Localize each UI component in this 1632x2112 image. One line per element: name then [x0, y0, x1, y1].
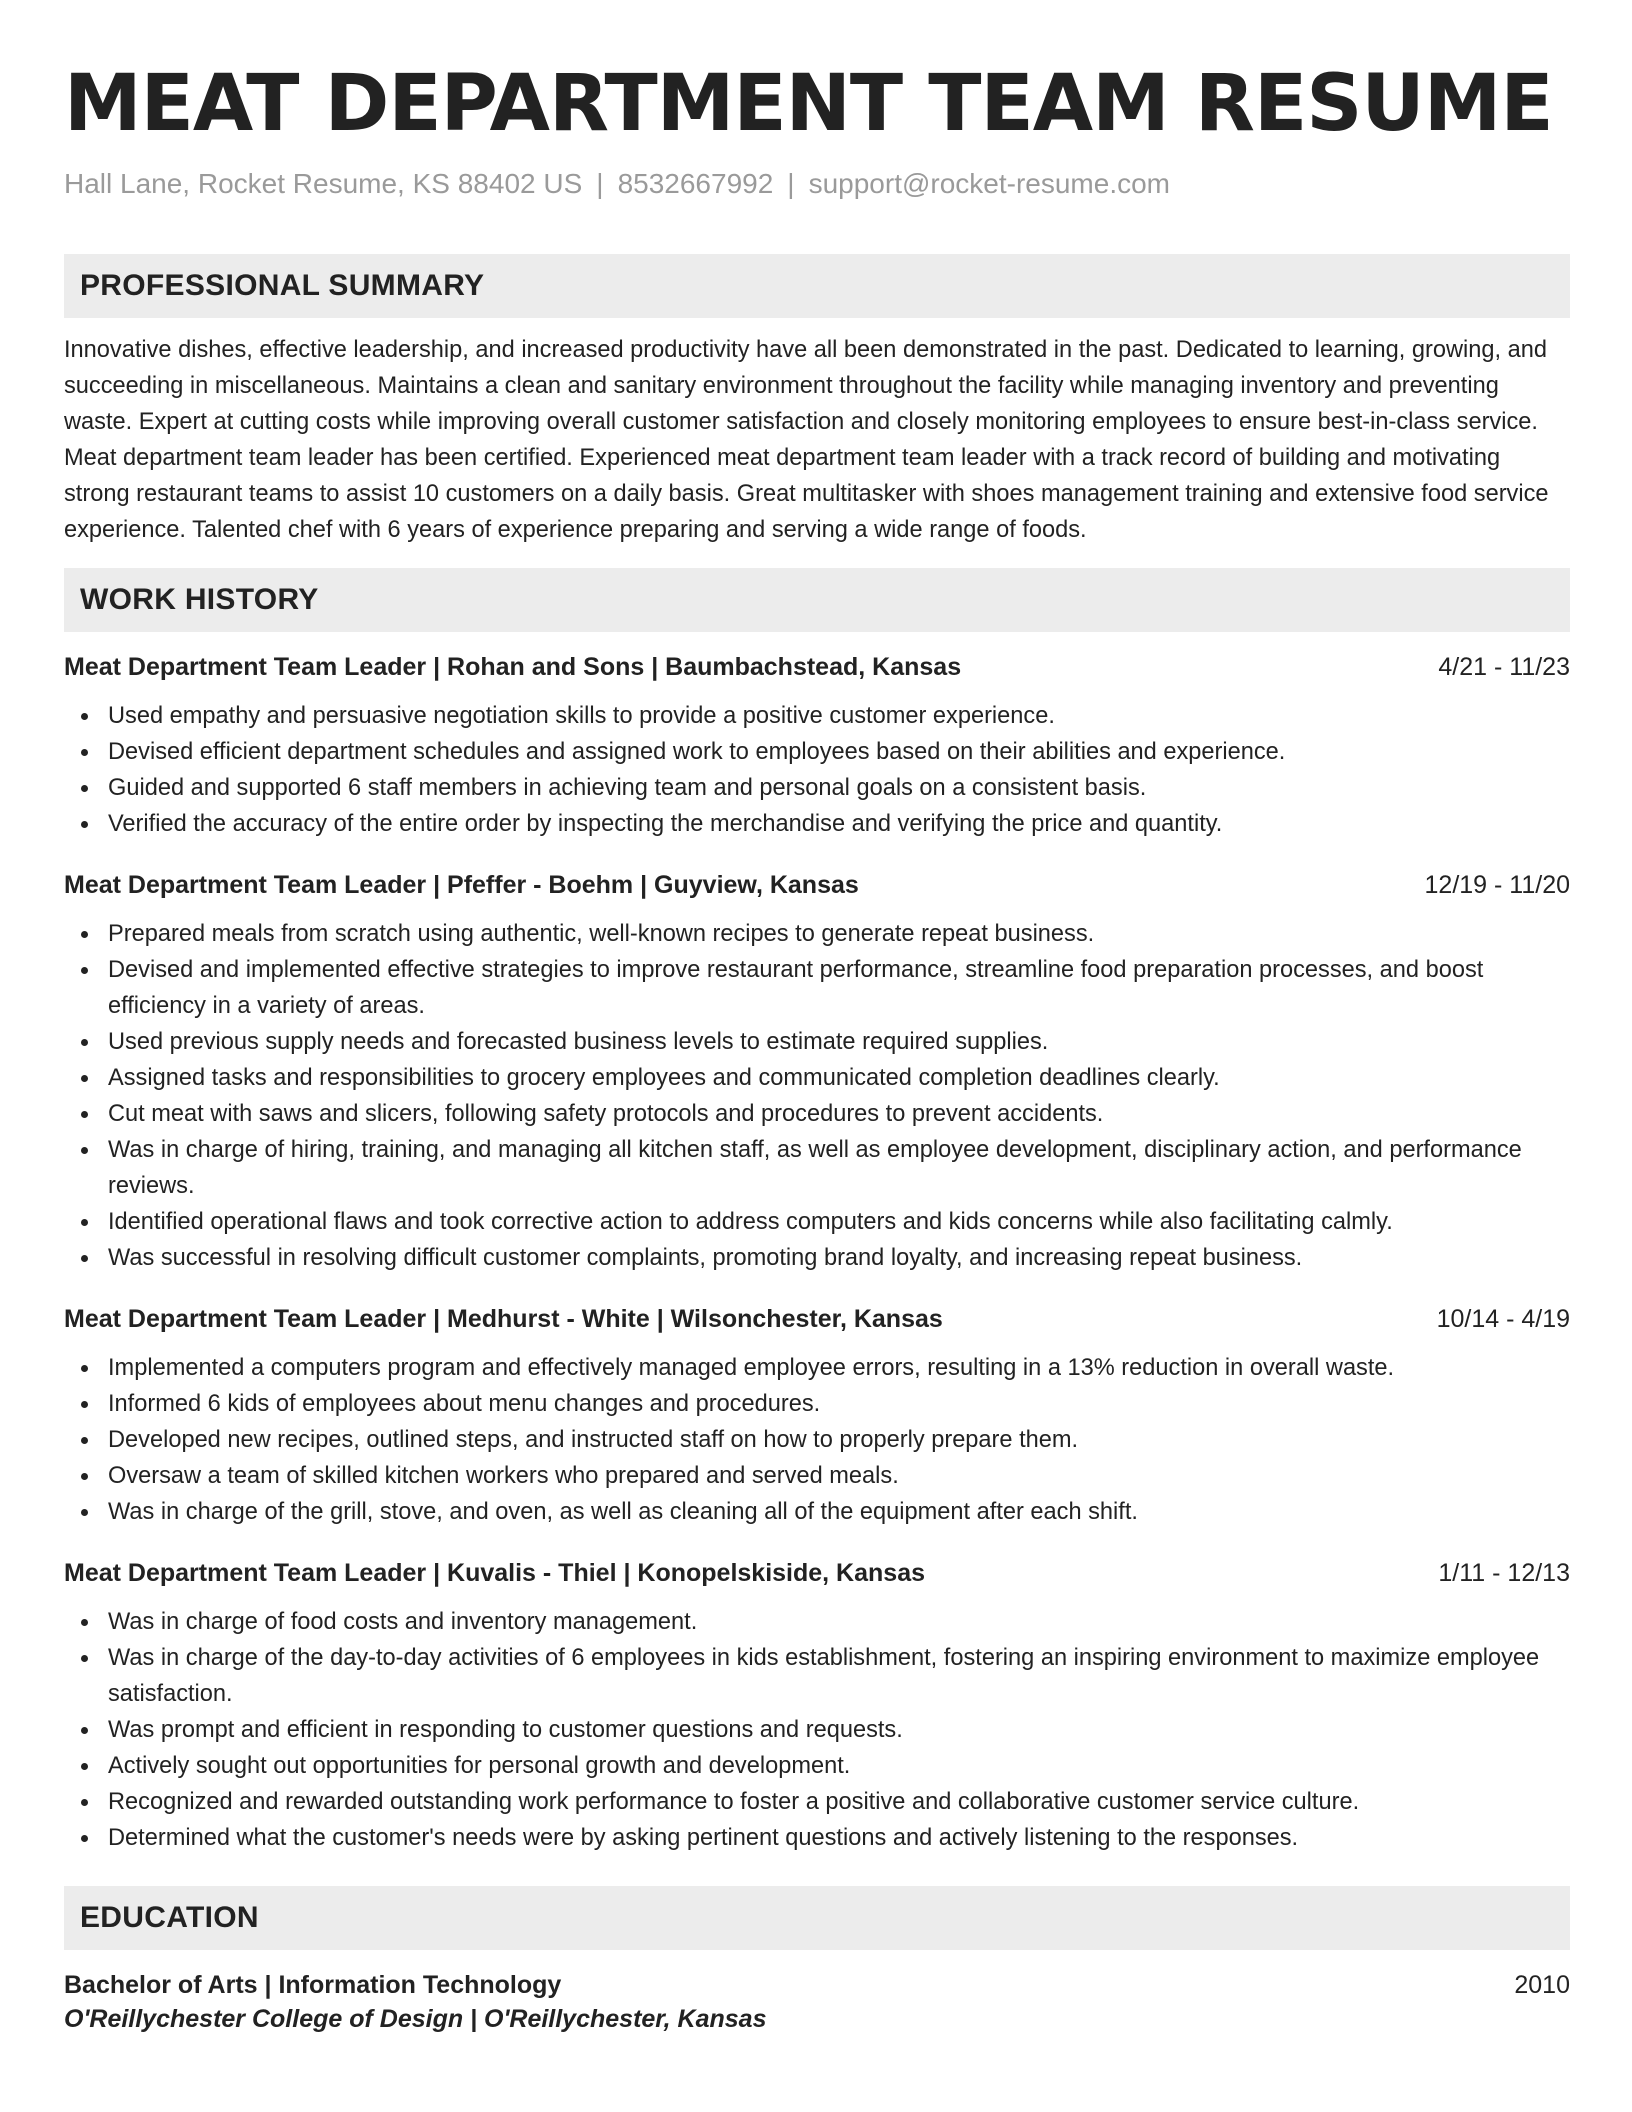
resume-page [64, 56, 1570, 2036]
job-bullet: Guided and supported 6 staff members in achieving team and personal goals on a consistent basis. [108, 770, 1570, 806]
contact-email: support@rocket-resume.com [808, 168, 1171, 199]
job-bullet-list [64, 1604, 1570, 1856]
job-title: Meat Department Team Leader | Kuvalis - Thiel | Konopelskiside, Kansas [64, 1559, 925, 1587]
job-bullet: Determined what the customer's needs were by asking pertinent questions and actively listening to the responses. [108, 1820, 1570, 1856]
section-header-summary: PROFESSIONAL SUMMARY [64, 254, 1570, 318]
contact-phone: 8532667992 [617, 168, 774, 199]
job-bullet: Prepared meals from scratch using authentic, well-known recipes to generate repeat business. [108, 916, 1570, 952]
job-entry [64, 650, 1570, 842]
job-bullet: Was in charge of the day-to-day activities of 6 employees in kids establishment, fostering an inspiring environment to maximize employee satisfaction. [108, 1640, 1570, 1712]
job-bullet: Verified the accuracy of the entire order by inspecting the merchandise and verifying the price and quantity. [108, 806, 1570, 842]
section-header-education: EDUCATION [64, 1886, 1570, 1950]
job-title: Meat Department Team Leader | Medhurst - White | Wilsonchester, Kansas [64, 1305, 943, 1333]
job-bullet: Actively sought out opportunities for personal growth and development. [108, 1748, 1570, 1784]
job-bullet: Was prompt and efficient in responding to customer questions and requests. [108, 1712, 1570, 1748]
job-entry [64, 868, 1570, 1276]
contact-address: Hall Lane, Rocket Resume, KS 88402 US [64, 168, 583, 199]
education-degree: Bachelor of Arts | Information Technology [64, 1971, 562, 1999]
job-entry [64, 1302, 1570, 1530]
job-bullet: Was in charge of food costs and inventory management. [108, 1604, 1570, 1640]
job-title: Meat Department Team Leader | Pfeffer - Boehm | Guyview, Kansas [64, 871, 859, 899]
job-bullet: Was in charge of the grill, stove, and oven, as well as cleaning all of the equipment after each shift. [108, 1494, 1570, 1530]
job-dates: 4/21 - 11/23 [1438, 653, 1570, 681]
education-school: O'Reillychester College of Design | O'Reillychester, Kansas [64, 2005, 767, 2033]
section-header-work-history: WORK HISTORY [64, 568, 1570, 632]
job-bullet: Used previous supply needs and forecasted business levels to estimate required supplies. [108, 1024, 1570, 1060]
job-bullet-list [64, 698, 1570, 842]
job-title: Meat Department Team Leader | Rohan and Sons | Baumbachstead, Kansas [64, 653, 962, 681]
job-bullet: Cut meat with saws and slicers, following safety protocols and procedures to prevent accidents. [108, 1096, 1570, 1132]
job-bullet: Was successful in resolving difficult customer complaints, promoting brand loyalty, and increasing repeat business. [108, 1240, 1570, 1276]
job-bullet: Informed 6 kids of employees about menu changes and procedures. [108, 1386, 1570, 1422]
job-bullet: Developed new recipes, outlined steps, and instructed staff on how to properly prepare them. [108, 1422, 1570, 1458]
job-list [64, 650, 1570, 1856]
job-bullet: Was in charge of hiring, training, and managing all kitchen staff, as well as employee development, disciplinary action, and performance reviews. [108, 1132, 1570, 1204]
job-bullet: Recognized and rewarded outstanding work performance to foster a positive and collaborative customer service culture. [108, 1784, 1570, 1820]
job-entry [64, 1556, 1570, 1856]
job-bullet: Assigned tasks and responsibilities to grocery employees and communicated completion deadlines clearly. [108, 1060, 1570, 1096]
resume-title: MEAT DEPARTMENT TEAM RESUME [64, 59, 1553, 149]
job-dates: 12/19 - 11/20 [1424, 871, 1570, 899]
summary-text: Innovative dishes, effective leadership, and increased productivity have all been demonstrated in the past. Dedicated to learning, growing, and succeeding in miscellaneous. Maintains a clean and sanitary environment throughout the facility while managing inventory and preventing waste. Expert at cutting costs while improving overall customer satisfaction and closely monitoring employees to ensure best-in-class service. Meat department team leader has been certified. Experienced meat department team leader with a track record of building and motivating strong restaurant teams to assist 10 customers on a daily basis. Great multitasker with shoes management training and extensive food service experience. Talented chef with 6 years of experience preparing and serving a wide range of foods. [64, 337, 1549, 543]
job-header [64, 650, 1570, 684]
education-row [64, 1968, 1570, 2002]
job-header [64, 868, 1570, 902]
contact-line [64, 166, 1570, 202]
contact-separator: | [596, 168, 604, 199]
job-header [64, 1302, 1570, 1336]
job-bullet: Used empathy and persuasive negotiation skills to provide a positive customer experience. [108, 698, 1570, 734]
job-bullet: Oversaw a team of skilled kitchen workers who prepared and served meals. [108, 1458, 1570, 1494]
job-bullet-list [64, 1350, 1570, 1530]
job-bullet: Implemented a computers program and effectively managed employee errors, resulting in a 13% reduction in overall waste. [108, 1350, 1570, 1386]
contact-separator: | [787, 168, 795, 199]
job-bullet-list [64, 916, 1570, 1276]
job-bullet: Devised and implemented effective strategies to improve restaurant performance, streamline food preparation processes, and boost efficiency in a variety of areas. [108, 952, 1570, 1024]
job-bullet: Identified operational flaws and took corrective action to address computers and kids concerns while also facilitating calmly. [108, 1204, 1570, 1240]
job-bullet: Devised efficient department schedules and assigned work to employees based on their abilities and experience. [108, 734, 1570, 770]
education-year: 2010 [1514, 1971, 1570, 1999]
job-dates: 10/14 - 4/19 [1436, 1305, 1570, 1333]
job-header [64, 1556, 1570, 1590]
job-dates: 1/11 - 12/13 [1438, 1559, 1570, 1587]
